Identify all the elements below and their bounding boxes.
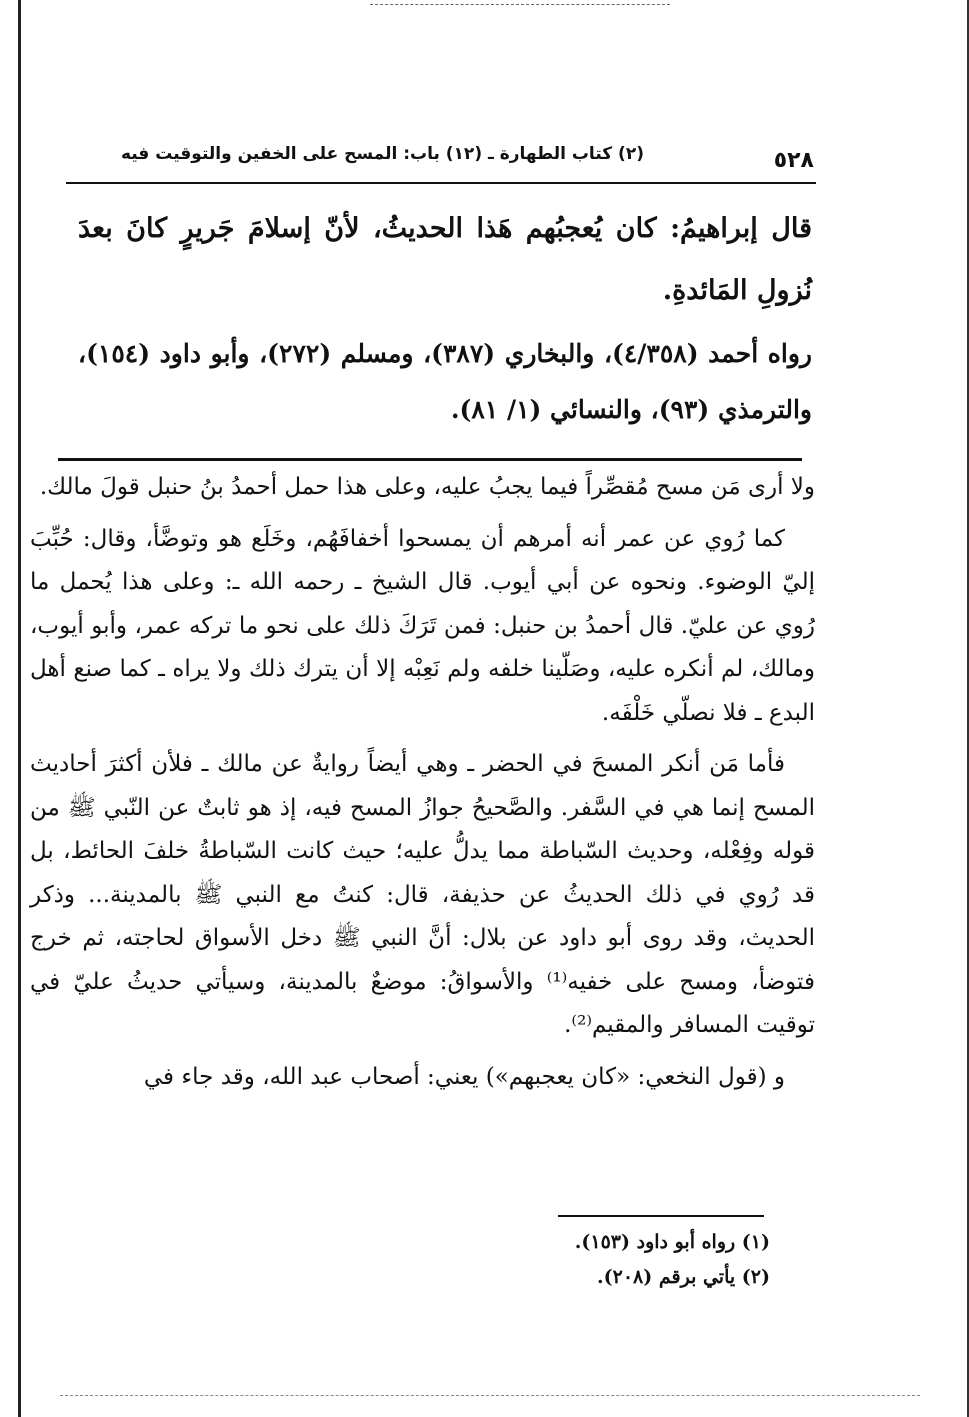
- commentary-paragraph-1: ولا أرى مَن مسح مُقصِّراً فيما يجبُ عليه، وعلى هذا حمل أحمدُ بنُ حنبل قولَ مالك.: [39, 474, 815, 500]
- hadith-text-block: [78, 198, 812, 438]
- footnote-rule: [558, 1215, 764, 1217]
- page-edge-left: [18, 0, 21, 1417]
- hadith-text: قال إبراهيمُ: كان يُعجبُهم هَذا الحديثُ، لأنّ إسلامَ جَريرٍ كانَ بعدَ نُزولِ المَائدةِ.: [78, 213, 812, 306]
- scan-artifact-bottom: [60, 1395, 920, 1396]
- footnotes: [560, 1225, 770, 1295]
- commentary-paragraph-2: كما رُوي عن عمر أنه أمرهم أن يمسحوا أخفافَهُم، وخَلَع هو وتوضَّأ، وقال: حُبِّبَ إليّ الوضوء. ونحوه عن أبي أيوب. قال الشيخ ـ رحمه الله ـ: وعلى هذا يُحمل ما رُوي عن عليّ. قال أحمدُ بن حنبل: فمن تَرَكَ ذلك على نحو ما تركه عمر، وأبو أيوب، ومالك، لم أنكره عليه، وصَلّينا خلفه ولم نَعِبْه إلا أن يترك ذلك ولا يراه ـ كما صنع أهل البدع ـ فلا نصلّي خَلْفَه.: [30, 525, 815, 726]
- commentary-block: [30, 466, 815, 1107]
- hadith-sources: رواه أحمد (٤/٣٥٨)، والبخاري (٣٨٧)، ومسلم (٢٧٢)، وأبو داود (١٥٤)، والترمذي (٩٣)، والنسائي (١/ ٨١).: [78, 339, 812, 424]
- commentary-paragraph-3: فأما مَن أنكر المسحَ في الحضر ـ وهي أيضاً روايةٌ عن مالك ـ فلأن أكثرَ أحاديث المسح إنما هي في السَّفر. والصَّحيحُ جوازُ المسح فيه، إذ هو ثابتٌ عن النّبي ﷺ من قوله وفِعْله، وحديث السّباطة مما يدلُّ عليه؛ حيث كانت السّباطةُ خلفَ الحائط، بل قد رُوي في ذلك الحديثُ عن حذيفة، قال: كنتُ مع النبي ﷺ بالمدينة... وذكر الحديث، وقد روى أبو داود عن بلال: أنَّ النبي ﷺ دخل الأسواق لحاجته، ثم خرج فتوضأ، ومسح على خفيه⁽¹⁾ والأسواقُ: موضعٌ بالمدينة، وسيأتي حديثُ عليّ في توقيت المسافر والمقيم⁽²⁾.: [30, 751, 815, 1038]
- commentary-paragraph-4: و (قول النخعي: «كان يعجبهم») يعني: أصحاب عبد الله، وقد جاء في: [143, 1063, 785, 1090]
- footnote-2: (٢) يأتي برقم (٢٠٨).: [597, 1266, 770, 1288]
- page-number: ٥٢٨: [773, 148, 814, 173]
- page-header: [62, 140, 814, 180]
- footnote-1: (١) رواه أبو داود (١٥٣).: [574, 1231, 770, 1253]
- running-title: (٢) كتاب الطهارة ـ (١٢) باب: المسح على الخفين والتوقيت فيه: [120, 144, 644, 164]
- header-rule: [66, 182, 816, 184]
- scan-artifact-top: [370, 4, 670, 5]
- section-divider: [58, 458, 802, 461]
